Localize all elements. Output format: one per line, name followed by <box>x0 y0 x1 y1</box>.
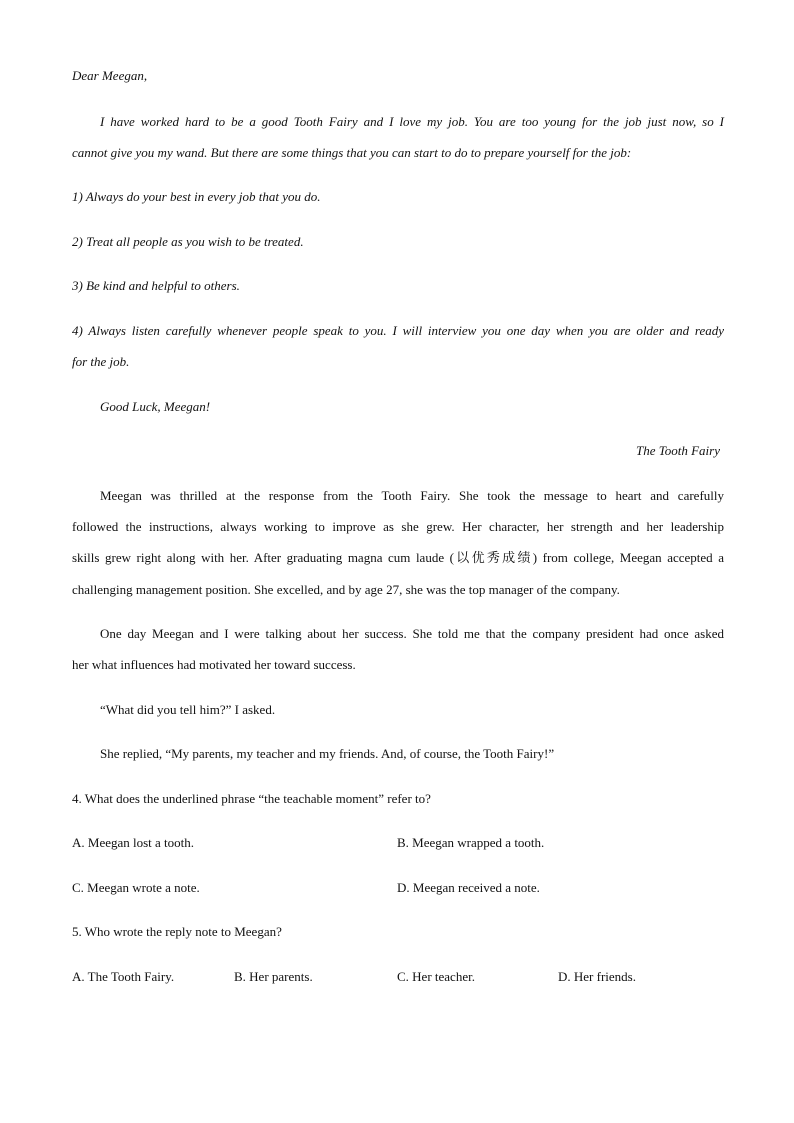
letter-paragraph-line: I have worked hard to be a good Tooth Fairy and I love my job. You are too young for the job just now, so I <box>100 114 724 129</box>
answer-option: A. The Tooth Fairy. <box>72 969 175 984</box>
story-paragraph-line: One day Meegan and I were talking about her success. She told me that the company president had once asked <box>100 626 724 641</box>
answer-option: B. Her parents. <box>234 969 313 984</box>
story-paragraph-line: skills grew right along with her. After graduating magna cum laude (以优秀成绩) from college, Meegan accepted a <box>72 550 724 565</box>
answer-option: B. Meegan wrapped a tooth. <box>397 835 545 850</box>
letter-paragraph-line: cannot give you my wand. But there are some things that you can start to do to prepare yourself for the job: <box>72 145 632 160</box>
story-paragraph-line: challenging management position. She excelled, and by age 27, she was the top manager of the company. <box>72 582 620 597</box>
question-stem: 4. What does the underlined phrase “the teachable moment” refer to? <box>72 791 431 806</box>
letter-closing: Good Luck, Meegan! <box>100 399 211 414</box>
story-paragraph-line: Meegan was thrilled at the response from the Tooth Fairy. She took the message to heart and carefully <box>100 488 724 503</box>
letter-list-item: 4) Always listen carefully whenever people speak to you. I will interview you one day when you are older and ready <box>72 323 724 338</box>
answer-option: D. Meegan received a note. <box>397 880 540 895</box>
story-paragraph-line: her what influences had motivated her toward success. <box>72 657 356 672</box>
story-paragraph-line: followed the instructions, always working to improve as she grew. Her character, her strength and her leadership <box>72 519 724 534</box>
letter-list-item: 2) Treat all people as you wish to be treated. <box>72 234 304 249</box>
letter-signature: The Tooth Fairy <box>635 443 720 458</box>
story-paragraph-line: She replied, “My parents, my teacher and my friends. And, of course, the Tooth Fairy!” <box>100 746 555 761</box>
letter-greeting: Dear Meegan, <box>72 68 148 83</box>
answer-option: C. Her teacher. <box>397 969 475 984</box>
question-stem: 5. Who wrote the reply note to Meegan? <box>72 924 282 939</box>
answer-option: C. Meegan wrote a note. <box>72 880 200 895</box>
letter-list-item: for the job. <box>72 354 130 369</box>
letter-list-item: 3) Be kind and helpful to others. <box>72 278 240 293</box>
answer-option: D. Her friends. <box>558 969 636 984</box>
letter-list-item: 1) Always do your best in every job that you do. <box>72 189 321 204</box>
answer-option: A. Meegan lost a tooth. <box>72 835 195 850</box>
story-paragraph-line: “What did you tell him?” I asked. <box>100 702 276 717</box>
